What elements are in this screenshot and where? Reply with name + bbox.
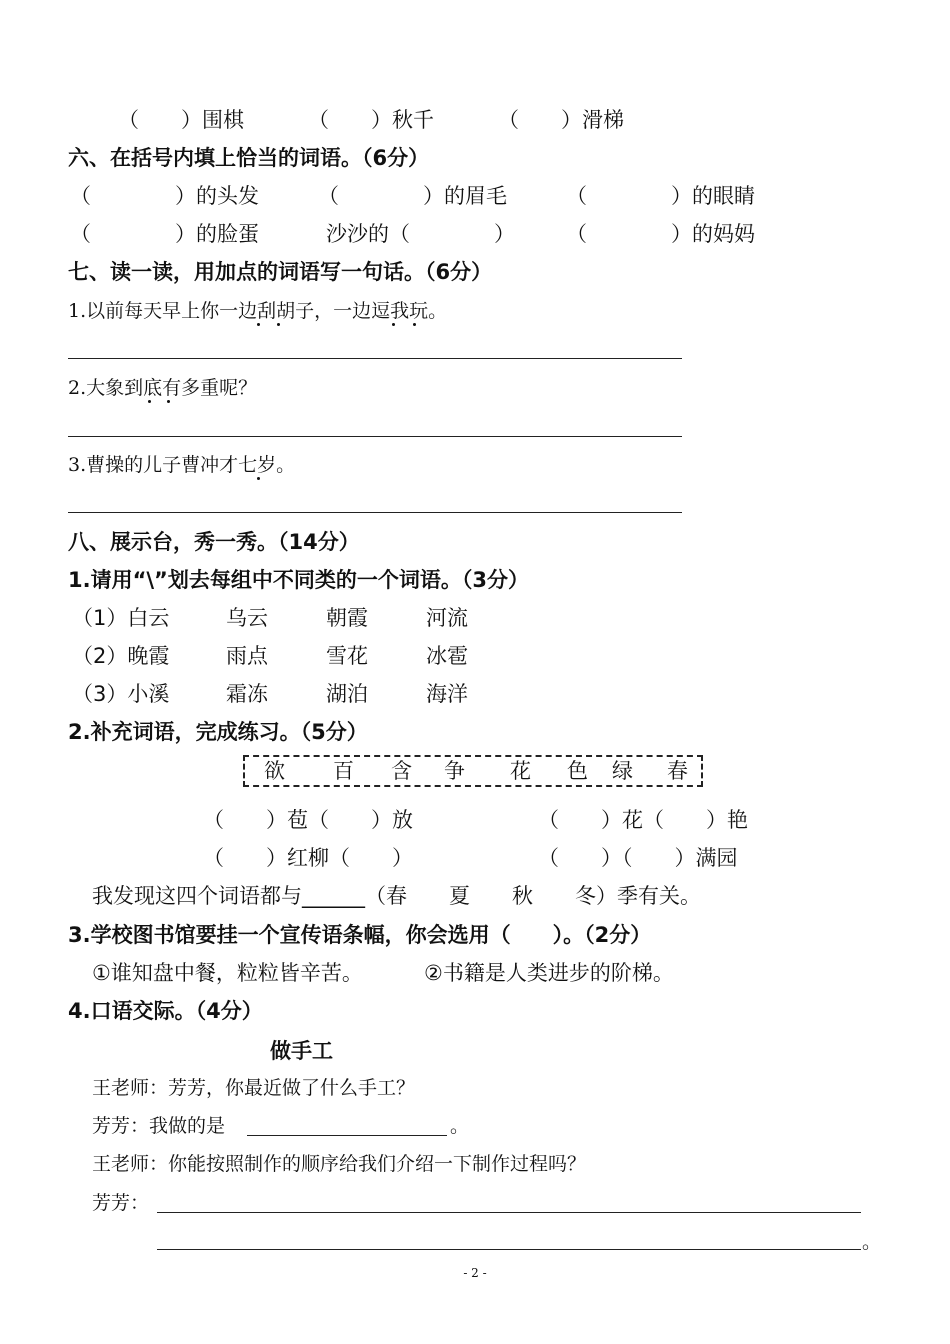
emphasis-dot bbox=[148, 400, 151, 403]
sec6-r1-c1: （ ）的头发 bbox=[70, 184, 259, 208]
answer-line bbox=[157, 1212, 861, 1213]
word-bank-word: 春 bbox=[667, 759, 688, 783]
sec6-r2-c3: （ ）的妈妈 bbox=[566, 222, 755, 246]
sec6-r1-c3: （ ）的眼睛 bbox=[566, 184, 755, 208]
q1-g1-w4: 河流 bbox=[426, 606, 468, 630]
q2-summary: 我发现这四个词语都与______（春 夏 秋 冬）季有关。 bbox=[92, 884, 701, 908]
q1-g3-w3: 湖泊 bbox=[326, 682, 368, 706]
q3-option-2: ②书籍是人类进步的阶梯。 bbox=[424, 961, 674, 985]
section-6-heading: 六、在括号内填上恰当的词语。（6分） bbox=[68, 146, 430, 170]
answer-line bbox=[68, 436, 682, 437]
q2-fill-3: （ ）红柳（ ） bbox=[203, 846, 413, 870]
answer-line bbox=[247, 1135, 447, 1136]
q1-title: 1.请用“\”划去每组中不同类的一个词语。（3分） bbox=[68, 568, 529, 592]
sec6-r2-c1: （ ）的脸蛋 bbox=[70, 222, 259, 246]
dialogue-line-1: 王老师：芳芳，你最近做了什么手工？ bbox=[92, 1077, 416, 1099]
end-period: 。 bbox=[862, 1231, 882, 1253]
emphasis-dot bbox=[257, 323, 260, 326]
dialogue-line-4-prefix: 芳芳： bbox=[92, 1192, 150, 1214]
q1-g2-w3: 雪花 bbox=[326, 644, 368, 668]
word-bank-word: 百 bbox=[333, 759, 354, 783]
q2-fill-1: （ ）苞（ ）放 bbox=[203, 808, 413, 832]
q1-g3-w2: 霜冻 bbox=[226, 682, 268, 706]
q2-title: 2.补充词语，完成练习。（5分） bbox=[68, 720, 368, 744]
sec6-r2-c2: 沙沙的（ ） bbox=[326, 222, 515, 246]
q1-g1-w2: 乌云 bbox=[226, 606, 268, 630]
page-number: - 2 - bbox=[463, 1266, 487, 1280]
sec6-r1-c2: （ ）的眉毛 bbox=[318, 184, 507, 208]
q1-g2-w4: 冰雹 bbox=[426, 644, 468, 668]
q2-fill-4: （ ）（ ）满园 bbox=[538, 846, 738, 870]
dialogue-line-2-prefix: 芳芳：我做的是 bbox=[92, 1115, 226, 1137]
q1-g3-w4: 海洋 bbox=[426, 682, 468, 706]
q1-g1-w3: 朝霞 bbox=[326, 606, 368, 630]
word-bank-word: 争 bbox=[444, 759, 465, 783]
emphasis-dot bbox=[413, 323, 416, 326]
q1-g3-w1: （3）小溪 bbox=[72, 682, 170, 706]
emphasis-dot bbox=[277, 323, 280, 326]
emphasis-dot bbox=[257, 477, 260, 480]
fill-huati: （ ）滑梯 bbox=[498, 108, 624, 132]
emphasis-dot bbox=[167, 400, 170, 403]
answer-line bbox=[157, 1249, 861, 1250]
word-bank-word: 欲 bbox=[264, 759, 285, 783]
q1-g2-w2: 雨点 bbox=[226, 644, 268, 668]
word-bank-word: 绿 bbox=[612, 759, 633, 783]
dialogue-line-3: 王老师：你能按照制作的顺序给我们介绍一下制作过程吗？ bbox=[92, 1153, 587, 1175]
dialogue-title: 做手工 bbox=[270, 1039, 333, 1063]
q1-g1-w1: （1）白云 bbox=[72, 606, 170, 630]
section-8-heading: 八、展示台，秀一秀。（14分） bbox=[68, 530, 360, 554]
q4-title: 4.口语交际。（4分） bbox=[68, 999, 263, 1023]
section-7-heading: 七、读一读，用加点的词语写一句话。（6分） bbox=[68, 260, 493, 284]
dialogue-line-2-suffix: 。 bbox=[450, 1115, 470, 1137]
q2-fill-2: （ ）花（ ）艳 bbox=[538, 808, 748, 832]
sec7-item-1: 1.以前每天早上你一边刮胡子，一边逗我玩。 bbox=[68, 300, 448, 322]
answer-line bbox=[68, 358, 682, 359]
word-bank-box bbox=[243, 755, 703, 787]
fill-weiqi: （ ）围棋 bbox=[118, 108, 244, 132]
word-bank-word: 含 bbox=[391, 759, 412, 783]
sec7-item-3: 3.曹操的儿子曹冲才七岁。 bbox=[68, 454, 296, 476]
emphasis-dot bbox=[392, 323, 395, 326]
word-bank-word: 花 bbox=[510, 759, 531, 783]
q3-title: 3.学校图书馆要挂一个宣传语条幅，你会选用（ ）。（2分） bbox=[68, 923, 652, 947]
fill-qiuqian: （ ）秋千 bbox=[308, 108, 434, 132]
q1-g2-w1: （2）晚霞 bbox=[72, 644, 170, 668]
q3-option-1: ①谁知盘中餐，粒粒皆辛苦。 bbox=[92, 961, 363, 985]
word-bank-word: 色 bbox=[567, 759, 588, 783]
answer-line bbox=[68, 512, 682, 513]
sec7-item-2: 2.大象到底有多重呢？ bbox=[68, 377, 258, 399]
